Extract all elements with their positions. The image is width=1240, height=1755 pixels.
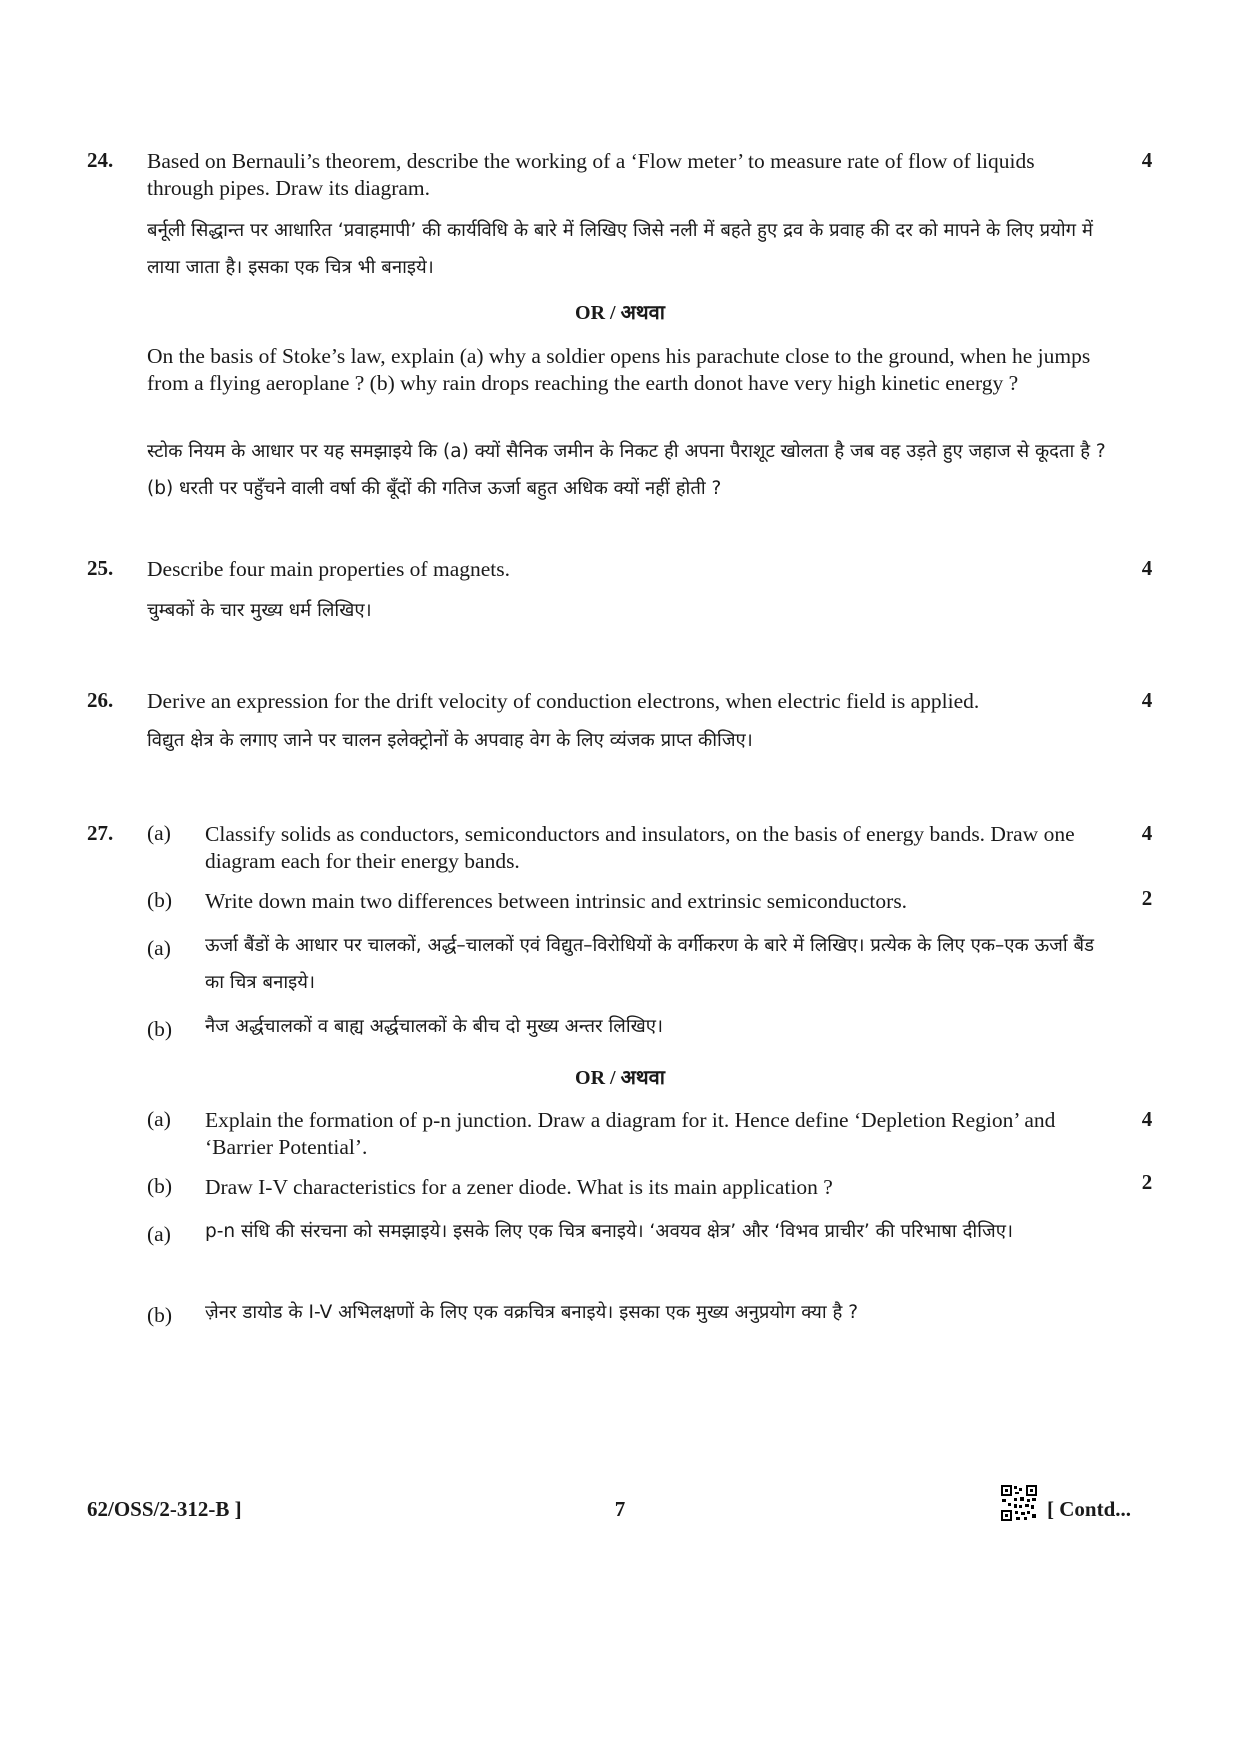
or-divider: [0, 298, 1240, 325]
or-label: OR / अथवा: [575, 1067, 665, 1089]
part-text-en: Write down main two differences between intrinsic and extrinsic semiconductors.: [205, 889, 908, 913]
marks: 2: [1141, 886, 1153, 910]
part-text-en: Classify solids as conductors, semiconductors and insulators, on the basis of energy bands. Draw one diagram each for their energy bands.: [205, 822, 1075, 873]
page-number: 7: [614, 1497, 626, 1521]
marks: 4: [1141, 556, 1153, 580]
part-text-hi: p-n संधि की संरचना को समझाइये। इसके लिए एक चित्र बनाइये। ‘अवयव क्षेत्र’ और ‘विभव प्राचीर’ की परिभाषा दीजिए।: [205, 1221, 1013, 1242]
part-text-en: Draw I-V characteristics for a zener diode. What is its main application ?: [205, 1175, 833, 1199]
part-label: (a): [147, 936, 171, 960]
question-text-en: Based on Bernauli’s theorem, describe the working of a ‘Flow meter’ to measure rate of flow of liquids through pipes. Draw its diagram.: [147, 149, 1035, 200]
question-number: 24.: [87, 148, 114, 172]
part-label: (b): [147, 1017, 173, 1041]
part-label: (b): [147, 888, 173, 912]
qr-code-icon: [1000, 1484, 1038, 1522]
part-label: (b): [147, 1174, 173, 1198]
marks: 4: [1141, 148, 1153, 172]
question-text-hi: विद्युत क्षेत्र के लगाए जाने पर चालन इलेक्ट्रोनों के अपवाह वेग के लिए व्यंजक प्राप्त कीजिए।: [147, 730, 753, 751]
continued-label: [ Contd...: [1047, 1497, 1132, 1521]
part-label: (a): [147, 1107, 171, 1131]
marks: 4: [1141, 821, 1153, 845]
question-text-hi: चुम्बकों के चार मुख्य धर्म लिखिए।: [147, 600, 372, 621]
question-text-en: On the basis of Stoke’s law, explain (a) why a soldier opens his parachute close to the ground, when he jumps from a flying aeroplane ? (b) why rain drops reaching the earth donot have very high kinetic energy ?: [147, 344, 1091, 395]
question-number: 26.: [87, 688, 114, 712]
marks: 4: [1141, 688, 1153, 712]
or-divider: [0, 1063, 1240, 1090]
paper-code: 62/OSS/2-312-B ]: [87, 1497, 242, 1521]
or-label: OR / अथवा: [575, 302, 665, 324]
marks: 2: [1141, 1170, 1153, 1194]
part-text-hi: नैज अर्द्धचालकों व बाह्य अर्द्धचालकों के बीच दो मुख्य अन्तर लिखिए।: [205, 1016, 663, 1037]
part-label: (b): [147, 1303, 173, 1327]
question-text-hi: बर्नूली सिद्धान्त पर आधारित ‘प्रवाहमापी’ की कार्यविधि के बारे में लिखिए जिसे नली में बहते हुए द्रव के प्रवाह की दर को मापने के लिए प्रयोग में लाया जाता है। इसका एक चित्र भी बनाइये।: [147, 220, 1093, 278]
part-text-hi: ऊर्जा बैंडों के आधार पर चालकों, अर्द्ध–चालकों एवं विद्युत–विरोधियों के वर्गीकरण के बारे में लिखिए। प्रत्येक के लिए एक–एक ऊर्जा बैंड का चित्र बनाइये।: [205, 935, 1094, 993]
question-number: 25.: [87, 556, 114, 580]
question-text-hi: स्टोक नियम के आधार पर यह समझाइये कि (a) क्यों सैनिक जमीन के निकट ही अपना पैराशूट खोलता है जब वह उड़ते हुए जहाज से कूदता है ? (b) धरती पर पहुँचने वाली वर्षा की बूँदों की गतिज ऊर्जा बहुत अधिक क्यों नहीं होती ?: [147, 441, 1106, 499]
question-number: 27.: [87, 821, 114, 845]
part-label: (a): [147, 1222, 171, 1246]
part-label: (a): [147, 821, 171, 845]
marks: 4: [1141, 1107, 1153, 1131]
part-text-hi: ज़ेनर डायोड के I-V अभिलक्षणों के लिए एक वक्रचित्र बनाइये। इसका एक मुख्य अनुप्रयोग क्या है ?: [205, 1302, 859, 1323]
part-text-en: Explain the formation of p-n junction. Draw a diagram for it. Hence define ‘Depletion Region’ and ‘Barrier Potential’.: [205, 1108, 1056, 1159]
question-text-en: Describe four main properties of magnets.: [147, 557, 510, 581]
question-text-en: Derive an expression for the drift velocity of conduction electrons, when electric field is applied.: [147, 689, 980, 713]
